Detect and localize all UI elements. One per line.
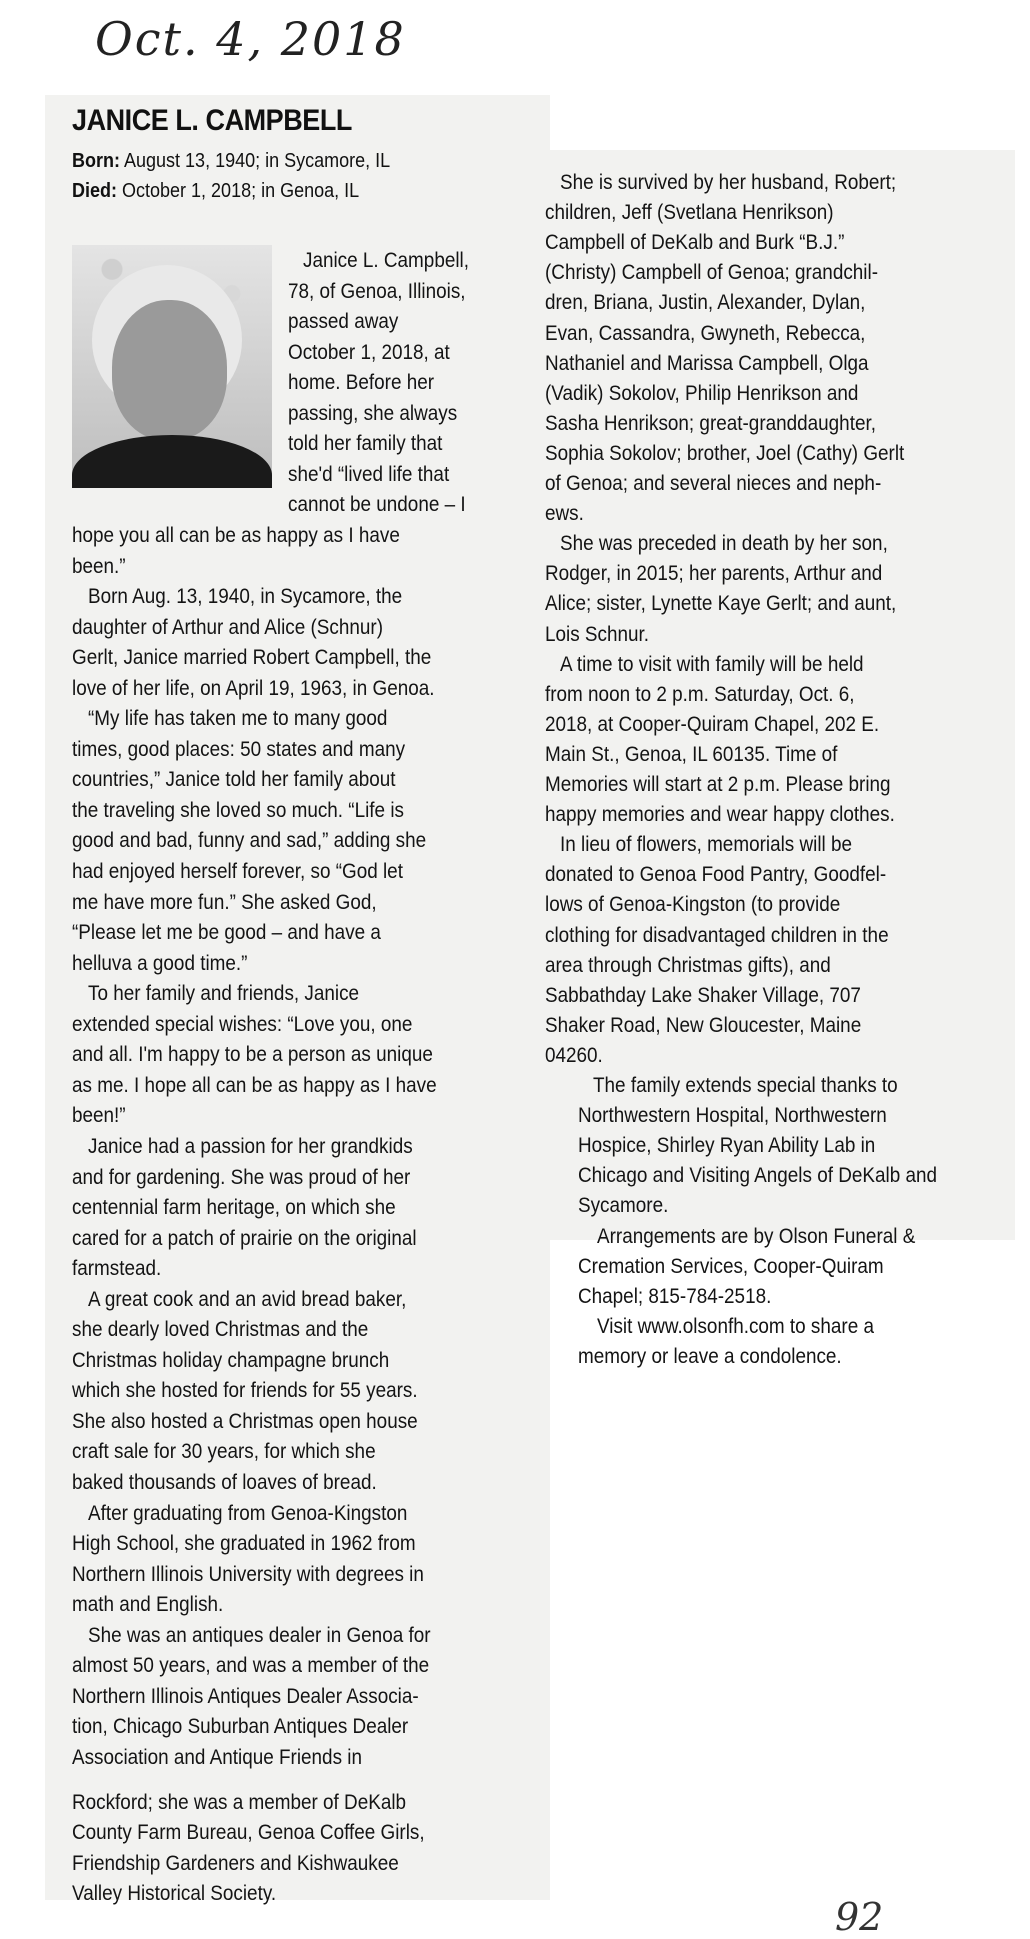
obituary-text-line: home. Before her (288, 371, 435, 395)
obituary-text-line: dren, Briana, Justin, Alexander, Dylan, (545, 291, 866, 315)
obituary-text-line: County Farm Bureau, Genoa Coffee Girls, (72, 1821, 425, 1845)
obituary-text-line: extended special wishes: “Love you, one (72, 1012, 413, 1036)
obituary-text-line: 2018, at Cooper-Quiram Chapel, 202 E. (545, 712, 880, 736)
obituary-text-line: Janice had a passion for her grandkids (88, 1134, 413, 1158)
obituary-text-line: 04260. (545, 1043, 603, 1067)
obituary-text-line: cannot be undone – I (288, 493, 466, 517)
obituary-headline: JANICE L. CAMPBELL (72, 104, 352, 137)
obituary-text-line: October 1, 2018, at (288, 340, 450, 364)
obituary-text-line: Memories will start at 2 p.m. Please bring (545, 773, 891, 796)
obituary-text-line: A great cook and an avid bread baker, (88, 1287, 407, 1311)
obituary-text-line: area through Christmas gifts), and (545, 953, 831, 977)
obituary-text-line: She also hosted a Christmas open house (72, 1409, 418, 1433)
obituary-text-line: the traveling she loved so much. “Life is (72, 798, 404, 822)
obituary-text-line: 78, of Genoa, Illinois, (288, 279, 466, 303)
obituary-text-line: and for gardening. She was proud of her (72, 1165, 411, 1189)
obituary-text-line: told her family that (288, 432, 443, 456)
obituary-text-line: Nathaniel and Marissa Campbell, Olga (545, 351, 869, 375)
obituary-text-line: Friendship Gardeners and Kishwaukee (72, 1851, 399, 1875)
handwritten-date: Oct. 4, 2018 (95, 12, 406, 66)
obituary-text-line: she'd “lived life that (288, 462, 450, 486)
obituary-text-line: Arrangements are by Olson Funeral & (597, 1224, 916, 1248)
obituary-text-line: Lois Schnur. (545, 622, 650, 646)
born-label: Born: (72, 150, 120, 172)
obituary-text-line: been!” (72, 1104, 126, 1128)
obituary-text-line: Janice L. Campbell, (303, 249, 469, 272)
died-value: October 1, 2018; in Genoa, IL (117, 180, 360, 202)
obituary-text-line: She was preceded in death by her son, (560, 532, 888, 556)
obituary-text-line: (Vadik) Sokolov, Philip Henrikson and (545, 381, 859, 405)
obituary-text-line: baked thousands of loaves of bread. (72, 1471, 377, 1494)
obituary-text-line: Cremation Services, Cooper-Quiram (578, 1254, 884, 1278)
obituary-text-line: Born Aug. 13, 1940, in Sycamore, the (88, 585, 403, 609)
obituary-text-line: almost 50 years, and was a member of the (72, 1654, 430, 1678)
died-label: Died: (72, 180, 117, 202)
obituary-text-line: Sabbathday Lake Shaker Village, 707 (545, 983, 861, 1007)
obituary-text-line: passed away (288, 310, 399, 334)
obituary-text-line: happy memories and wear happy clothes. (545, 803, 895, 827)
obituary-text-line: had enjoyed herself forever, so “God let (72, 860, 403, 883)
obituary-text-line: In lieu of flowers, memorials will be (560, 833, 853, 857)
obituary-text-line: and all. I'm happy to be a person as unique (72, 1043, 433, 1067)
obituary-text-line: craft sale for 30 years, for which she (72, 1440, 376, 1464)
died-line (72, 180, 359, 203)
born-value: August 13, 1940; in Sycamore, IL (119, 150, 391, 172)
obituary-text-line: She is survived by her husband, Robert; (560, 171, 897, 194)
obituary-text-line: Evan, Cassandra, Gwyneth, Rebecca, (545, 321, 866, 345)
obituary-text-line: she dearly loved Christmas and the (72, 1318, 369, 1342)
obituary-text-line: High School, she graduated in 1962 from (72, 1532, 416, 1556)
obituary-text-line: Christmas holiday champagne brunch (72, 1348, 390, 1372)
obituary-text-line: Sycamore. (578, 1194, 669, 1218)
obituary-text-line: times, good places: 50 states and many (72, 737, 406, 761)
obituary-text-line: math and English. (72, 1593, 224, 1617)
obituary-text-line: children, Jeff (Svetlana Henrikson) (545, 201, 834, 225)
obituary-text-line: farmstead. (72, 1257, 162, 1281)
obituary-text-line: Northern Illinois University with degrees in (72, 1562, 424, 1586)
obituary-text-line: The family extends special thanks to (593, 1074, 898, 1097)
born-line (72, 150, 390, 173)
obituary-text-line: Chicago and Visiting Angels of DeKalb and (578, 1164, 938, 1188)
obituary-text-line: from noon to 2 p.m. Saturday, Oct. 6, (545, 682, 855, 706)
obituary-text-line: memory or leave a condolence. (578, 1344, 842, 1368)
obituary-text-line: Gerlt, Janice married Robert Campbell, the (72, 646, 432, 670)
obituary-text-line: been.” (72, 554, 126, 578)
obituary-text-line: ews. (545, 502, 584, 526)
obituary-text-line: daughter of Arthur and Alice (Schnur) (72, 615, 383, 639)
obituary-text-line: me have more fun.” She asked God, (72, 890, 377, 914)
obituary-text-line: Northern Illinois Antiques Dealer Associa- (72, 1684, 419, 1708)
obituary-text-line: love of her life, on April 19, 1963, in Genoa. (72, 676, 435, 700)
obituary-text-line: After graduating from Genoa-Kingston (88, 1501, 408, 1525)
obituary-text-line: Chapel; 815-784-2518. (578, 1284, 772, 1308)
obituary-text-line: A time to visit with family will be held (560, 652, 864, 676)
obituary-text-line: She was an antiques dealer in Genoa for (88, 1623, 431, 1647)
obituary-text-line: helluva a good time.” (72, 951, 248, 975)
obituary-text-line: Hospice, Shirley Ryan Ability Lab in (578, 1134, 876, 1158)
obituary-text-line: good and bad, funny and sad,” adding she (72, 829, 427, 853)
obituary-text-line: clothing for disadvantaged children in the (545, 923, 889, 947)
obituary-text-line: countries,” Janice told her family about (72, 768, 396, 792)
obituary-text-line: (Christy) Campbell of Genoa; grandchil- (545, 261, 878, 285)
obituary-text-line: passing, she always (288, 401, 458, 425)
obituary-text-line: Campbell of DeKalb and Burk “B.J.” (545, 231, 845, 255)
portrait-photo (72, 245, 272, 488)
obituary-text-line: Alice; sister, Lynette Kaye Gerlt; and aunt, (545, 592, 897, 616)
obituary-text-line: cared for a patch of prairie on the original (72, 1226, 417, 1250)
obituary-text-line: Main St., Genoa, IL 60135. Time of (545, 742, 838, 766)
obituary-text-line: of Genoa; and several nieces and neph- (545, 472, 882, 495)
obituary-text-line: Northwestern Hospital, Northwestern (578, 1104, 887, 1128)
obituary-text-line: “Please let me be good – and have a (72, 921, 381, 945)
page-mark: 92 (835, 1895, 884, 1939)
obituary-text-line: hope you all can be as happy as I have (72, 523, 400, 547)
obituary-text-line: donated to Genoa Food Pantry, Goodfel- (545, 863, 887, 887)
obituary-text-line: Visit www.olsonfh.com to share a (597, 1314, 874, 1338)
obituary-text-line: Rockford; she was a member of DeKalb (72, 1790, 407, 1814)
obituary-text-line: centennial farm heritage, on which she (72, 1196, 396, 1220)
obituary-text-line: Shaker Road, New Gloucester, Maine (545, 1013, 862, 1037)
obituary-text-line: Sasha Henrikson; great-granddaughter, (545, 411, 876, 435)
obituary-text-line: Valley Historical Society. (72, 1882, 277, 1906)
obituary-text-line: “My life has taken me to many good (88, 707, 388, 731)
obituary-text-line: Sophia Sokolov; brother, Joel (Cathy) Gerlt (545, 441, 905, 465)
obituary-text-line: Rodger, in 2015; her parents, Arthur and (545, 562, 883, 586)
obituary-text-line: as me. I hope all can be as happy as I have (72, 1073, 437, 1097)
obituary-text-line: Association and Antique Friends in (72, 1745, 362, 1769)
obituary-text-line: tion, Chicago Suburban Antiques Dealer (72, 1715, 409, 1739)
obituary-text-line: which she hosted for friends for 55 years. (72, 1379, 418, 1403)
obituary-text-line: lows of Genoa-Kingston (to provide (545, 893, 841, 917)
obituary-text-line: To her family and friends, Janice (88, 982, 360, 1006)
